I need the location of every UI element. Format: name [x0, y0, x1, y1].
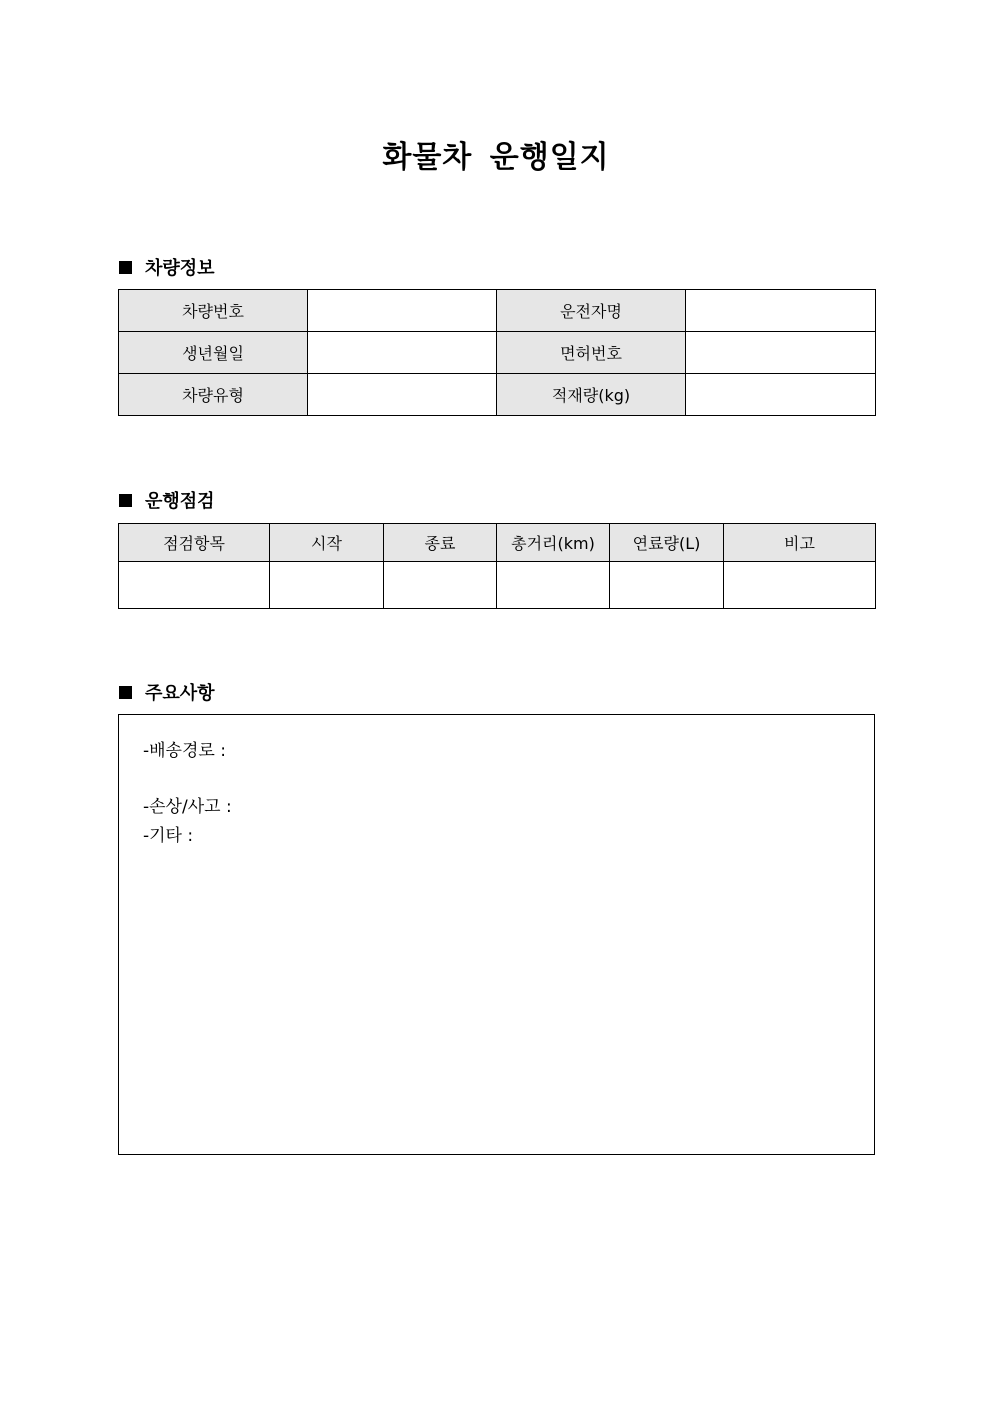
notes-box[interactable]: [118, 714, 875, 1155]
section-heading-vehicle-info: [119, 254, 215, 280]
fuel-amount-cell[interactable]: [610, 562, 724, 609]
section-heading-label: 운행점검: [145, 491, 215, 512]
column-header-fuel-amount: 연료량(L): [610, 524, 724, 562]
column-header-remarks: 비고: [724, 524, 876, 562]
driver-name-field[interactable]: [686, 290, 876, 332]
damage-accident-line: -손상/사고 :: [143, 797, 232, 817]
inspection-table: [118, 523, 876, 609]
license-number-field[interactable]: [686, 332, 876, 374]
square-bullet-icon: [119, 686, 132, 699]
column-header-inspection-item: 점검항목: [119, 524, 270, 562]
section-heading-label: 차량정보: [145, 258, 215, 279]
vehicle-type-label: 차량유형: [119, 374, 308, 416]
total-distance-cell[interactable]: [497, 562, 610, 609]
section-heading-notes: [119, 679, 215, 705]
table-row: [119, 332, 876, 374]
birth-date-field[interactable]: [308, 332, 497, 374]
delivery-route-line: -배송경로 :: [143, 741, 226, 761]
license-number-label: 면허번호: [497, 332, 686, 374]
start-cell[interactable]: [270, 562, 384, 609]
table-row: [119, 562, 876, 609]
table-header-row: [119, 524, 876, 562]
table-row: [119, 290, 876, 332]
column-header-end: 종료: [384, 524, 497, 562]
vehicle-number-field[interactable]: [308, 290, 497, 332]
column-header-total-distance: 총거리(km): [497, 524, 610, 562]
birth-date-label: 생년월일: [119, 332, 308, 374]
remarks-cell[interactable]: [724, 562, 876, 609]
table-row: [119, 374, 876, 416]
load-capacity-label: 적재량(kg): [497, 374, 686, 416]
other-line: -기타 :: [143, 826, 194, 846]
vehicle-type-field[interactable]: [308, 374, 497, 416]
square-bullet-icon: [119, 261, 132, 274]
driver-name-label: 운전자명: [497, 290, 686, 332]
document-title: 화물차 운행일지: [382, 140, 610, 175]
load-capacity-field[interactable]: [686, 374, 876, 416]
vehicle-number-label: 차량번호: [119, 290, 308, 332]
column-header-start: 시작: [270, 524, 384, 562]
square-bullet-icon: [119, 494, 132, 507]
vehicle-info-table: [118, 289, 876, 416]
end-cell[interactable]: [384, 562, 497, 609]
inspection-item-cell[interactable]: [119, 562, 270, 609]
section-heading-label: 주요사항: [145, 683, 215, 704]
section-heading-inspection: [119, 487, 215, 513]
